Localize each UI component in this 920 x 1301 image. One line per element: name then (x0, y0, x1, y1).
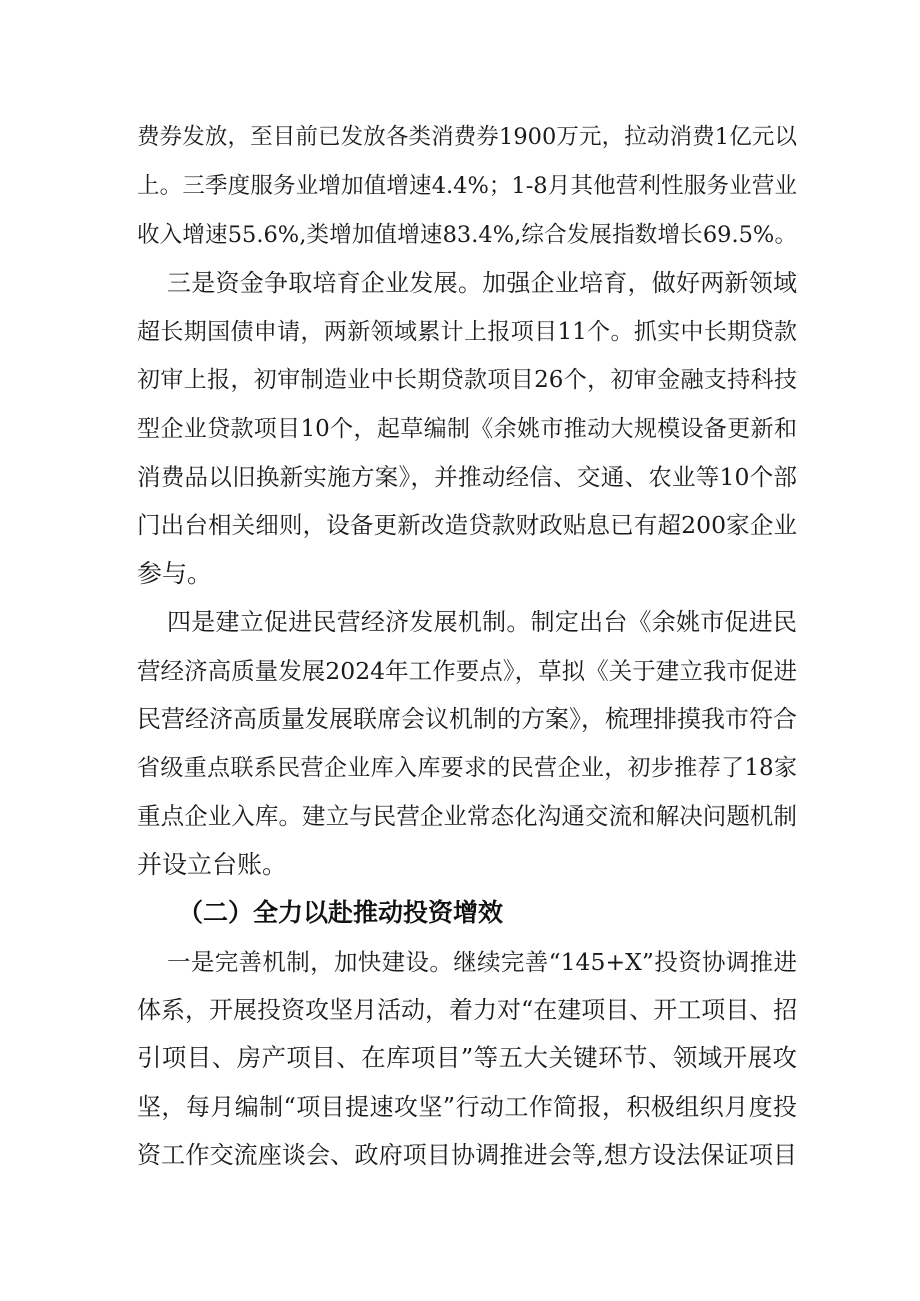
paragraph-4-line-1: 一是完善机制，加快建设。继续完善“145+X”投资协调推进 (167, 948, 797, 976)
paragraph-1-line-1: 费券发放，至目前已发放各类消费券1900万元，拉动消费1亿元以 (137, 124, 797, 150)
paragraph-3-line-2: 营经济高质量发展2024年工作要点》，草拟《关于建立我市促进 (137, 657, 797, 685)
paragraph-2-line-4: 型企业贷款项目10个，起草编制《余姚市推动大规模设备更新和 (137, 416, 797, 442)
paragraph-2-line-5: 消费品以旧换新实施方案》，并推动经信、交通、农业等10个部 (137, 463, 797, 491)
paragraph-2-line-2: 超长期国债申请，两新领域累计上报项目11个。抓实中长期贷款 (137, 319, 797, 345)
paragraph-2-line-1: 三是资金争取培育企业发展。加强企业培育，做好两新领域 (167, 269, 797, 297)
paragraph-3-line-5: 重点企业入库。建立与民营企业常态化沟通交流和解决问题机制 (137, 802, 797, 830)
paragraph-4-line-2: 体系，开展投资攻坚月活动，着力对“在建项目、开工项目、招 (137, 996, 798, 1024)
paragraph-2-line-3: 初审上报，初审制造业中长期贷款项目26个，初审金融支持科技 (137, 367, 797, 393)
section-heading: （二）全力以赴推动投资增效 (178, 898, 504, 927)
paragraph-1-line-2: 上。三季度服务业增加值增速4.4%；1-8月其他营利性服务业营业 (137, 173, 797, 199)
paragraph-3-line-4: 省级重点联系民营企业库入库要求的民营企业，初步推荐了18家 (137, 755, 797, 781)
paragraph-4-line-3: 引项目、房产项目、在库项目”等五大关键环节、领域开展攻 (137, 1043, 797, 1072)
paragraph-3-line-1: 四是建立促进民营经济发展机制。制定出台《余姚市促进民 (167, 608, 797, 636)
paragraph-4-line-4: 坚，每月编制“项目提速攻坚”行动工作简报，积极组织月度投 (137, 1093, 797, 1121)
paragraph-2-line-7: 参与。 (137, 559, 213, 588)
paragraph-1-line-3: 收入增速55.6%,类增加值增速83.4%,综合发展指数增长69.5%。 (137, 222, 797, 248)
paragraph-3-line-6: 并设立台账。 (137, 850, 288, 879)
paragraph-3-line-3: 民营经济高质量发展联席会议机制的方案》，梳理排摸我市符合 (137, 705, 797, 733)
paragraph-2-line-6: 门出台相关细则，设备更新改造贷款财政贴息已有超200家企业 (137, 511, 797, 539)
paragraph-4-line-5: 资工作交流座谈会、政府项目协调推进会等,想方设法保证项目 (137, 1141, 797, 1169)
